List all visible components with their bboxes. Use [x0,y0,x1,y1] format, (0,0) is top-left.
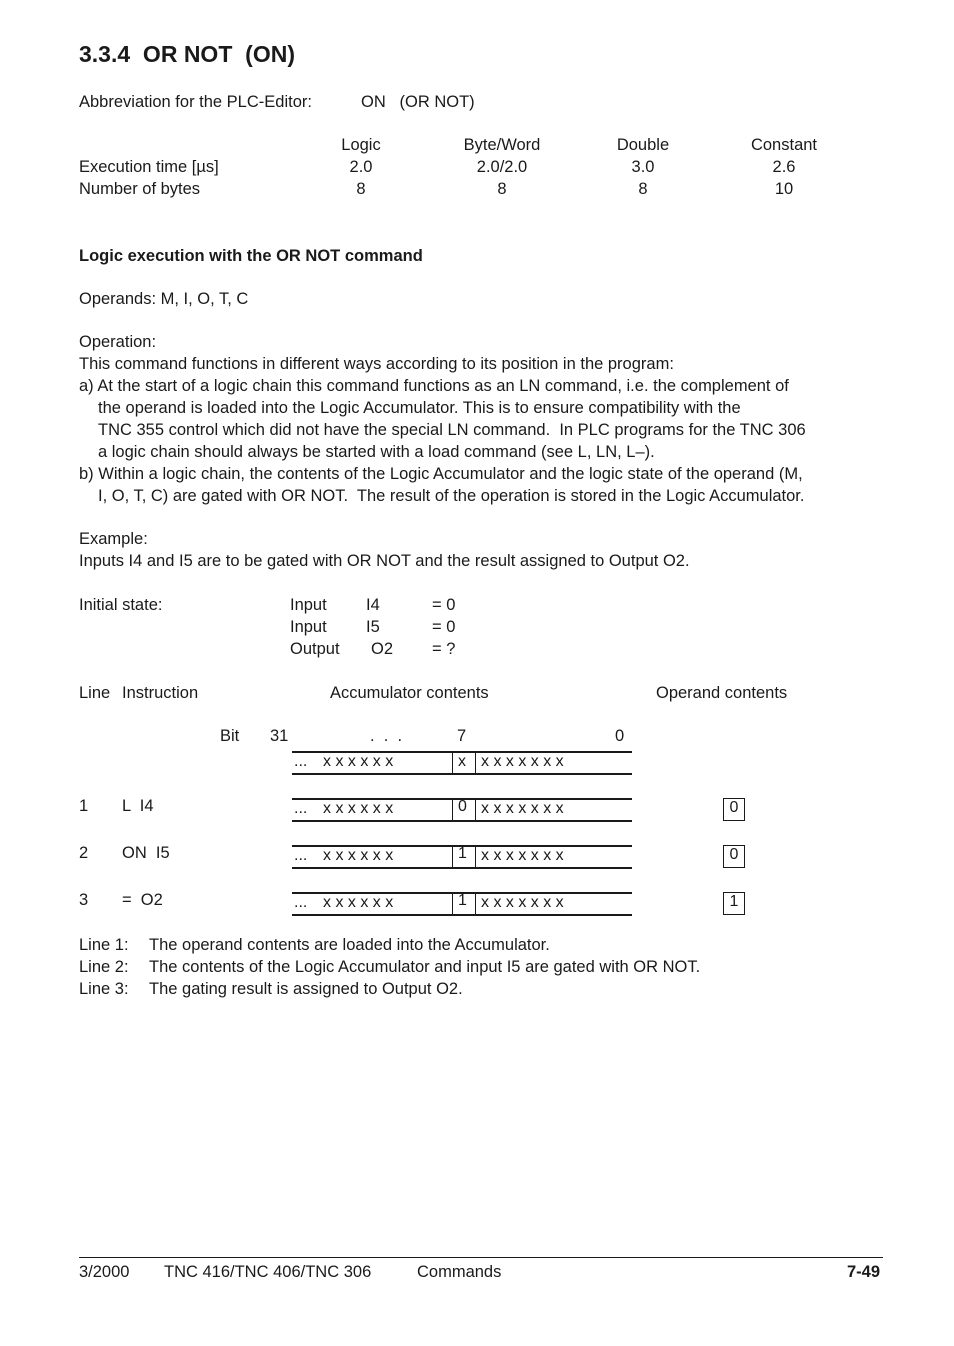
row-instruction: ON I5 [122,844,170,862]
operation-intro: This command functions in different ways according to its position in the program: [79,355,674,373]
acc-low-bits: x x x x x x x [481,800,564,817]
acc-high-bits: x x x x x x [323,894,394,911]
header-logic: Logic [341,136,381,154]
bit-dots: . . . [370,727,403,745]
acc-prefix: ... [294,753,308,770]
operation-a-line-4: a logic chain should always be started with a load command (see L, LN, L–). [98,443,655,461]
acc-low-bits: x x x x x x x [481,753,564,770]
acc-bit: 1 [458,892,467,909]
operation-a-line-2: the operand is loaded into the Logic Accumulator. This is to ensure compatibility with the [98,399,741,417]
acc-bit: 1 [458,845,467,862]
acc-bit: 0 [458,798,467,815]
state-value: = ? [432,640,456,658]
state-name: O2 [371,640,394,658]
note-text: The contents of the Logic Accumulator and input I5 are gated with OR NOT. [149,958,701,976]
acc-prefix: ... [294,847,308,864]
example-label: Example: [79,530,148,548]
row-instruction: = O2 [122,891,163,909]
row-line-number: 1 [79,797,89,815]
state-value: = 0 [432,618,456,636]
row-label-execution-time: Execution time [µs] [79,158,219,176]
example-text: Inputs I4 and I5 are to be gated with OR NOT and the result assigned to Output O2. [79,552,690,570]
header-instruction: Instruction [122,684,199,702]
abbreviation-value: ON (OR NOT) [361,93,475,111]
header-double: Double [616,136,670,154]
operation-a-line-1: a) At the start of a logic chain this command functions as an LN command, i.e. the complement of [79,377,789,395]
operand-box: 0 [723,845,745,868]
bit-7: 7 [457,727,467,745]
row-line-number: 3 [79,891,89,909]
subheading: Logic execution with the OR NOT command [79,247,423,265]
abbreviation-label: Abbreviation for the PLC-Editor: [79,93,312,111]
cell-bytes-byte-word: 8 [497,180,507,198]
bit-label: Bit [220,727,240,745]
row-label-number-of-bytes: Number of bytes [79,180,201,198]
cell-exec-double: 3.0 [631,158,655,176]
cell-exec-byte-word: 2.0/2.0 [476,158,528,176]
footer-chapter: Commands [417,1263,502,1281]
operand-box: 0 [723,798,745,821]
footer-model: TNC 416/TNC 406/TNC 306 [164,1263,372,1281]
cell-bytes-double: 8 [638,180,648,198]
note-label: Line 3: [79,980,129,998]
state-name: I4 [366,596,380,614]
row-line-number: 2 [79,844,89,862]
acc-bit: x [458,753,466,770]
acc-high-bits: x x x x x x [323,753,394,770]
operands-text: Operands: M, I, O, T, C [79,290,249,308]
accumulator-register [292,846,632,868]
accumulator-register [292,752,632,774]
state-name: I5 [366,618,380,636]
bit-0: 0 [615,727,625,745]
operand-box: 1 [723,892,745,915]
cell-exec-constant: 2.6 [772,158,796,176]
state-kind: Output [290,640,340,658]
acc-low-bits: x x x x x x x [481,894,564,911]
note-text: The gating result is assigned to Output O2. [149,980,463,998]
page-number: 7-49 [846,1263,880,1281]
initial-state-label: Initial state: [79,596,163,614]
footer-rule [79,1257,883,1258]
header-byte-word: Byte/Word [463,136,541,154]
cell-bytes-constant: 10 [774,180,794,198]
accumulator-register [292,893,632,915]
operation-b-line-1: b) Within a logic chain, the contents of the Logic Accumulator and the logic state of the operand (M, [79,465,803,483]
acc-prefix: ... [294,800,308,817]
section-title: 3.3.4 OR NOT (ON) [79,41,295,67]
acc-prefix: ... [294,894,308,911]
note-text: The operand contents are loaded into the Accumulator. [149,936,550,954]
operation-b-line-2: I, O, T, C) are gated with OR NOT. The result of the operation is stored in the Logic Accumulator. [98,487,805,505]
header-operand: Operand contents [656,684,788,702]
accumulator-register [292,799,632,821]
acc-low-bits: x x x x x x x [481,847,564,864]
note-label: Line 1: [79,936,129,954]
header-line: Line [79,684,111,702]
note-label: Line 2: [79,958,129,976]
row-instruction: L I4 [122,797,154,815]
acc-high-bits: x x x x x x [323,847,394,864]
cell-exec-logic: 2.0 [349,158,373,176]
state-kind: Input [290,596,327,614]
operation-label: Operation: [79,333,157,351]
footer-date: 3/2000 [79,1263,130,1281]
state-kind: Input [290,618,327,636]
bit-31: 31 [270,727,289,745]
cell-bytes-logic: 8 [356,180,366,198]
acc-high-bits: x x x x x x [323,800,394,817]
state-value: = 0 [432,596,456,614]
header-constant: Constant [750,136,818,154]
header-accumulator: Accumulator contents [330,684,489,702]
operation-a-line-3: TNC 355 control which did not have the special LN command. In PLC programs for the TNC 306 [98,421,806,439]
